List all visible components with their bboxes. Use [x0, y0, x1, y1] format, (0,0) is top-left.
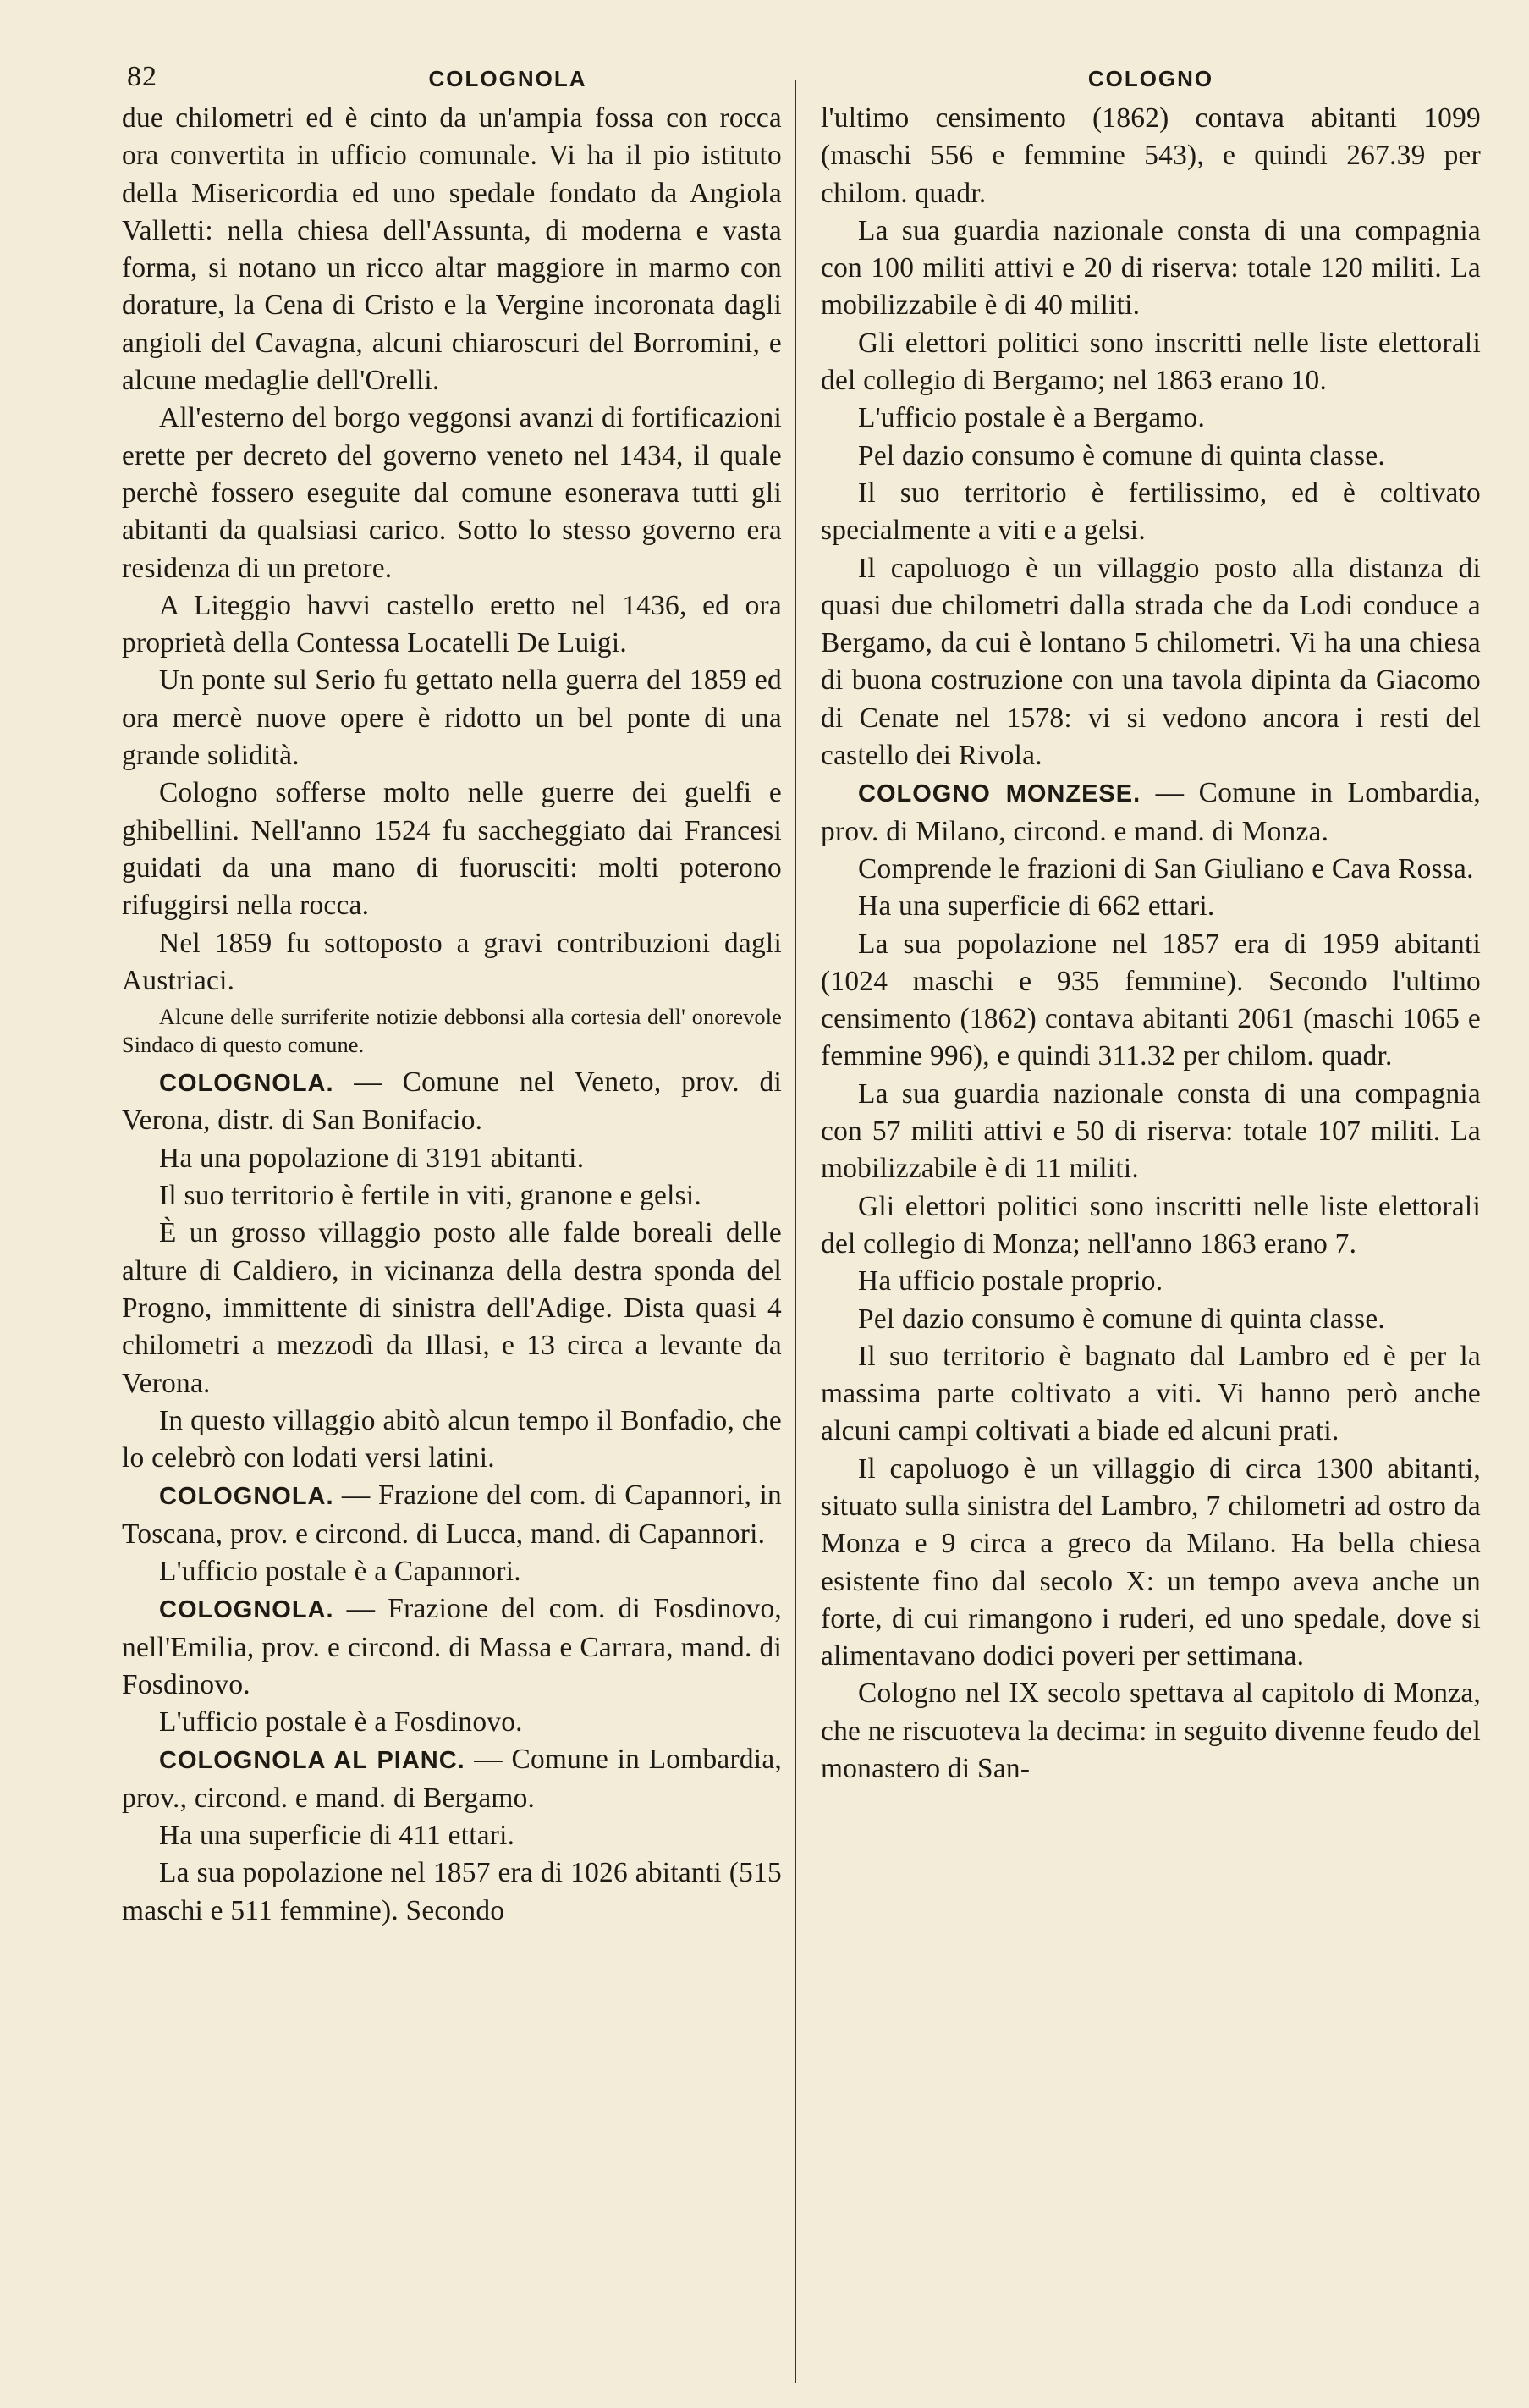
paragraph: Ha ufficio postale proprio. — [858, 1265, 1163, 1298]
paragraph: Cologno sofferse molto nelle guerre dei guelfi e ghibellini. Nell'anno 1524 fu saccheggiato dai Francesi guidati da una mano di fuorusciti: molti poterono rifuggirsi nella rocca. — [122, 777, 782, 922]
paragraph: È un grosso villaggio posto alle falde boreali delle alture di Caldiero, in vicinanza della destra sponda del Progno, immittente di sinistra dell'Adige. Dista quasi 4 chilometri a mezzodì da Illasi, e 13 circa a levante da Verona. — [122, 1217, 782, 1399]
entry-headword: COLOGNOLA. — [159, 1483, 334, 1511]
paragraph: La sua guardia nazionale consta di una compagnia con 57 militi attivi e 50 di riserva: totale 107 militi. La mobilizzabile è di 11 militi. — [821, 1077, 1481, 1185]
left-column — [122, 100, 782, 1930]
entry-headword: COLOGNOLA. — [159, 1070, 334, 1098]
paragraph: Ha una superficie di 662 ettari. — [858, 890, 1215, 923]
paragraph: Cologno nel IX secolo spettava al capitolo di Monza, che ne riscuoteva la decima: in seguito divenne feudo del monastero di San- — [821, 1678, 1481, 1785]
paragraph: Il capoluogo è un villaggio posto alla distanza di quasi due chilometri dalla strada che da Lodi conduce a Bergamo, da cui è lontano 5 chilometri. Vi ha una chiesa di buona costruzione con una tavola dipinta da Giacomo di Cenate nel 1578: vi si vedono ancora i resti del castello dei Rivola. — [821, 552, 1481, 772]
right-column — [821, 100, 1481, 1788]
entry-text: — Frazione del com. di Capannori, in Toscana, prov. e circond. di Lucca, mand. di Capannori. — [122, 1480, 782, 1550]
paragraph: l'ultimo censimento (1862) contava abitanti 1099 (maschi 556 e femmine 543), e quindi 267.39 per chilom. quadr. — [821, 102, 1481, 209]
entry-cologno-monzese — [821, 774, 1481, 851]
page-number: 82 — [127, 61, 157, 92]
paragraph: Gli elettori politici sono inscritti nelle liste elettorali del collegio di Bergamo; nel 1863 erano 10. — [821, 327, 1481, 397]
entry-colognola-lucca — [122, 1477, 782, 1553]
entry-colognola-verona — [122, 1064, 782, 1140]
paragraph: Il suo territorio è fertilissimo, ed è coltivato specialmente a viti e a gelsi. — [821, 477, 1481, 547]
paragraph: Il suo territorio è fertile in viti, granone e gelsi. — [159, 1180, 701, 1212]
paragraph: La sua guardia nazionale consta di una compagnia con 100 militi attivi e 20 di riserva: totale 120 militi. La mobilizzabile è di 40 militi. — [821, 214, 1481, 322]
paragraph: La sua popolazione nel 1857 era di 1026 abitanti (515 maschi e 511 femmine). Secondo — [122, 1857, 782, 1926]
paragraph: Ha una popolazione di 3191 abitanti. — [159, 1142, 585, 1174]
paragraph: All'esterno del borgo veggonsi avanzi di fortificazioni erette per decreto del governo veneto nel 1434, il quale perchè fossero eseguite dal comune esonerava tutti gli abitanti da qualsiasi carico. Sotto lo stesso governo era residenza di un pretore. — [122, 402, 782, 584]
left-running-head: COLOGNOLA — [428, 66, 587, 91]
paragraph: Il capoluogo è un villaggio di circa 1300 abitanti, situato sulla sinistra del Lambro, 7 chilometri ad ostro da Monza e 9 circa a greco da Milano. Ha bella chiesa esistente fino dal secolo X: un tempo aveva anche un forte, di cui rimangono i ruderi, ed uno spedale, dove si alimentavano dodici poveri per settimana. — [821, 1452, 1481, 1672]
paragraph: L'ufficio postale è a Capannori. — [159, 1555, 521, 1587]
entry-headword: COLOGNOLA AL PIANC. — [159, 1747, 465, 1775]
right-running-head: COLOGNO — [1087, 66, 1214, 91]
paragraph: Pel dazio consumo è comune di quinta classe. — [858, 439, 1386, 471]
entry-headword: COLOGNO MONZESE. — [858, 780, 1141, 808]
paragraph: La sua popolazione nel 1857 era di 1959 abitanti (1024 maschi e 935 femmine). Secondo l'ultimo censimento (1862) contava abitanti 2061 (maschi 1065 e femmine 996), e quindi 311.32 per chilom. quadr. — [821, 928, 1481, 1072]
paragraph: Il suo territorio è bagnato dal Lambro ed è per la massima parte coltivato a viti. Vi hanno però anche alcuni campi coltivati a biade ed alcuni prati. — [821, 1340, 1481, 1447]
entry-text: — Comune in Lombardia, prov. di Milano, circond. e mand. di Monza. — [821, 777, 1482, 847]
entry-colognola-al-piano — [122, 1741, 782, 1817]
column-divider — [795, 80, 796, 2383]
entry-text: — Comune in Lombardia, prov., circond. e mand. di Bergamo. — [122, 1744, 782, 1814]
paragraph: Pel dazio consumo è comune di quinta classe. — [858, 1303, 1386, 1335]
paragraph: A Liteggio havvi castello eretto nel 1436, ed ora proprietà della Contessa Locatelli De Luigi. — [122, 589, 782, 659]
footnote: Alcune delle surriferite notizie debbonsi alla cortesia dell' onorevole Sindaco di questo comune. — [122, 1005, 782, 1058]
paragraph: due chilometri ed è cinto da un'ampia fossa con rocca ora convertita in ufficio comunale. Vi ha il pio istituto della Misericordia ed uno spedale fondato da Angiola Valletti: nella chiesa dell'Assunta, di moderna e vasta forma, si notano un ricco altar maggiore in marmo con dorature, la Cena di Cristo e la Vergine incoronata dagli angioli del Cavagna, alcuni chiaroscuri del Borromini, e alcune medaglie dell'Orelli. — [122, 102, 782, 397]
paragraph: Comprende le frazioni di San Giuliano e Cava Rossa. — [858, 852, 1474, 884]
paragraph: Gli elettori politici sono inscritti nelle liste elettorali del collegio di Monza; nell'anno 1863 erano 7. — [821, 1190, 1481, 1259]
entry-text: — Frazione del com. di Fosdinovo, nell'Emilia, prov. e circond. di Massa e Carrara, mand. di Fosdinovo. — [122, 1593, 782, 1700]
entry-colognola-massa — [122, 1590, 782, 1704]
paragraph: L'ufficio postale è a Fosdinovo. — [159, 1706, 523, 1738]
paragraph: Nel 1859 fu sottoposto a gravi contribuzioni dagli Austriaci. — [122, 927, 782, 996]
entry-text: — Comune nel Veneto, prov. di Verona, distr. di San Bonifacio. — [122, 1066, 782, 1137]
entry-headword: COLOGNOLA. — [159, 1596, 334, 1624]
paragraph: In questo villaggio abitò alcun tempo il Bonfadio, che lo celebrò con lodati versi latini. — [122, 1404, 782, 1474]
paragraph: Un ponte sul Serio fu gettato nella guerra del 1859 ed ora mercè nuove opere è ridotto un bel ponte di una grande solidità. — [122, 664, 782, 772]
paragraph: Ha una superficie di 411 ettari. — [159, 1820, 515, 1852]
paragraph: L'ufficio postale è a Bergamo. — [858, 402, 1206, 434]
